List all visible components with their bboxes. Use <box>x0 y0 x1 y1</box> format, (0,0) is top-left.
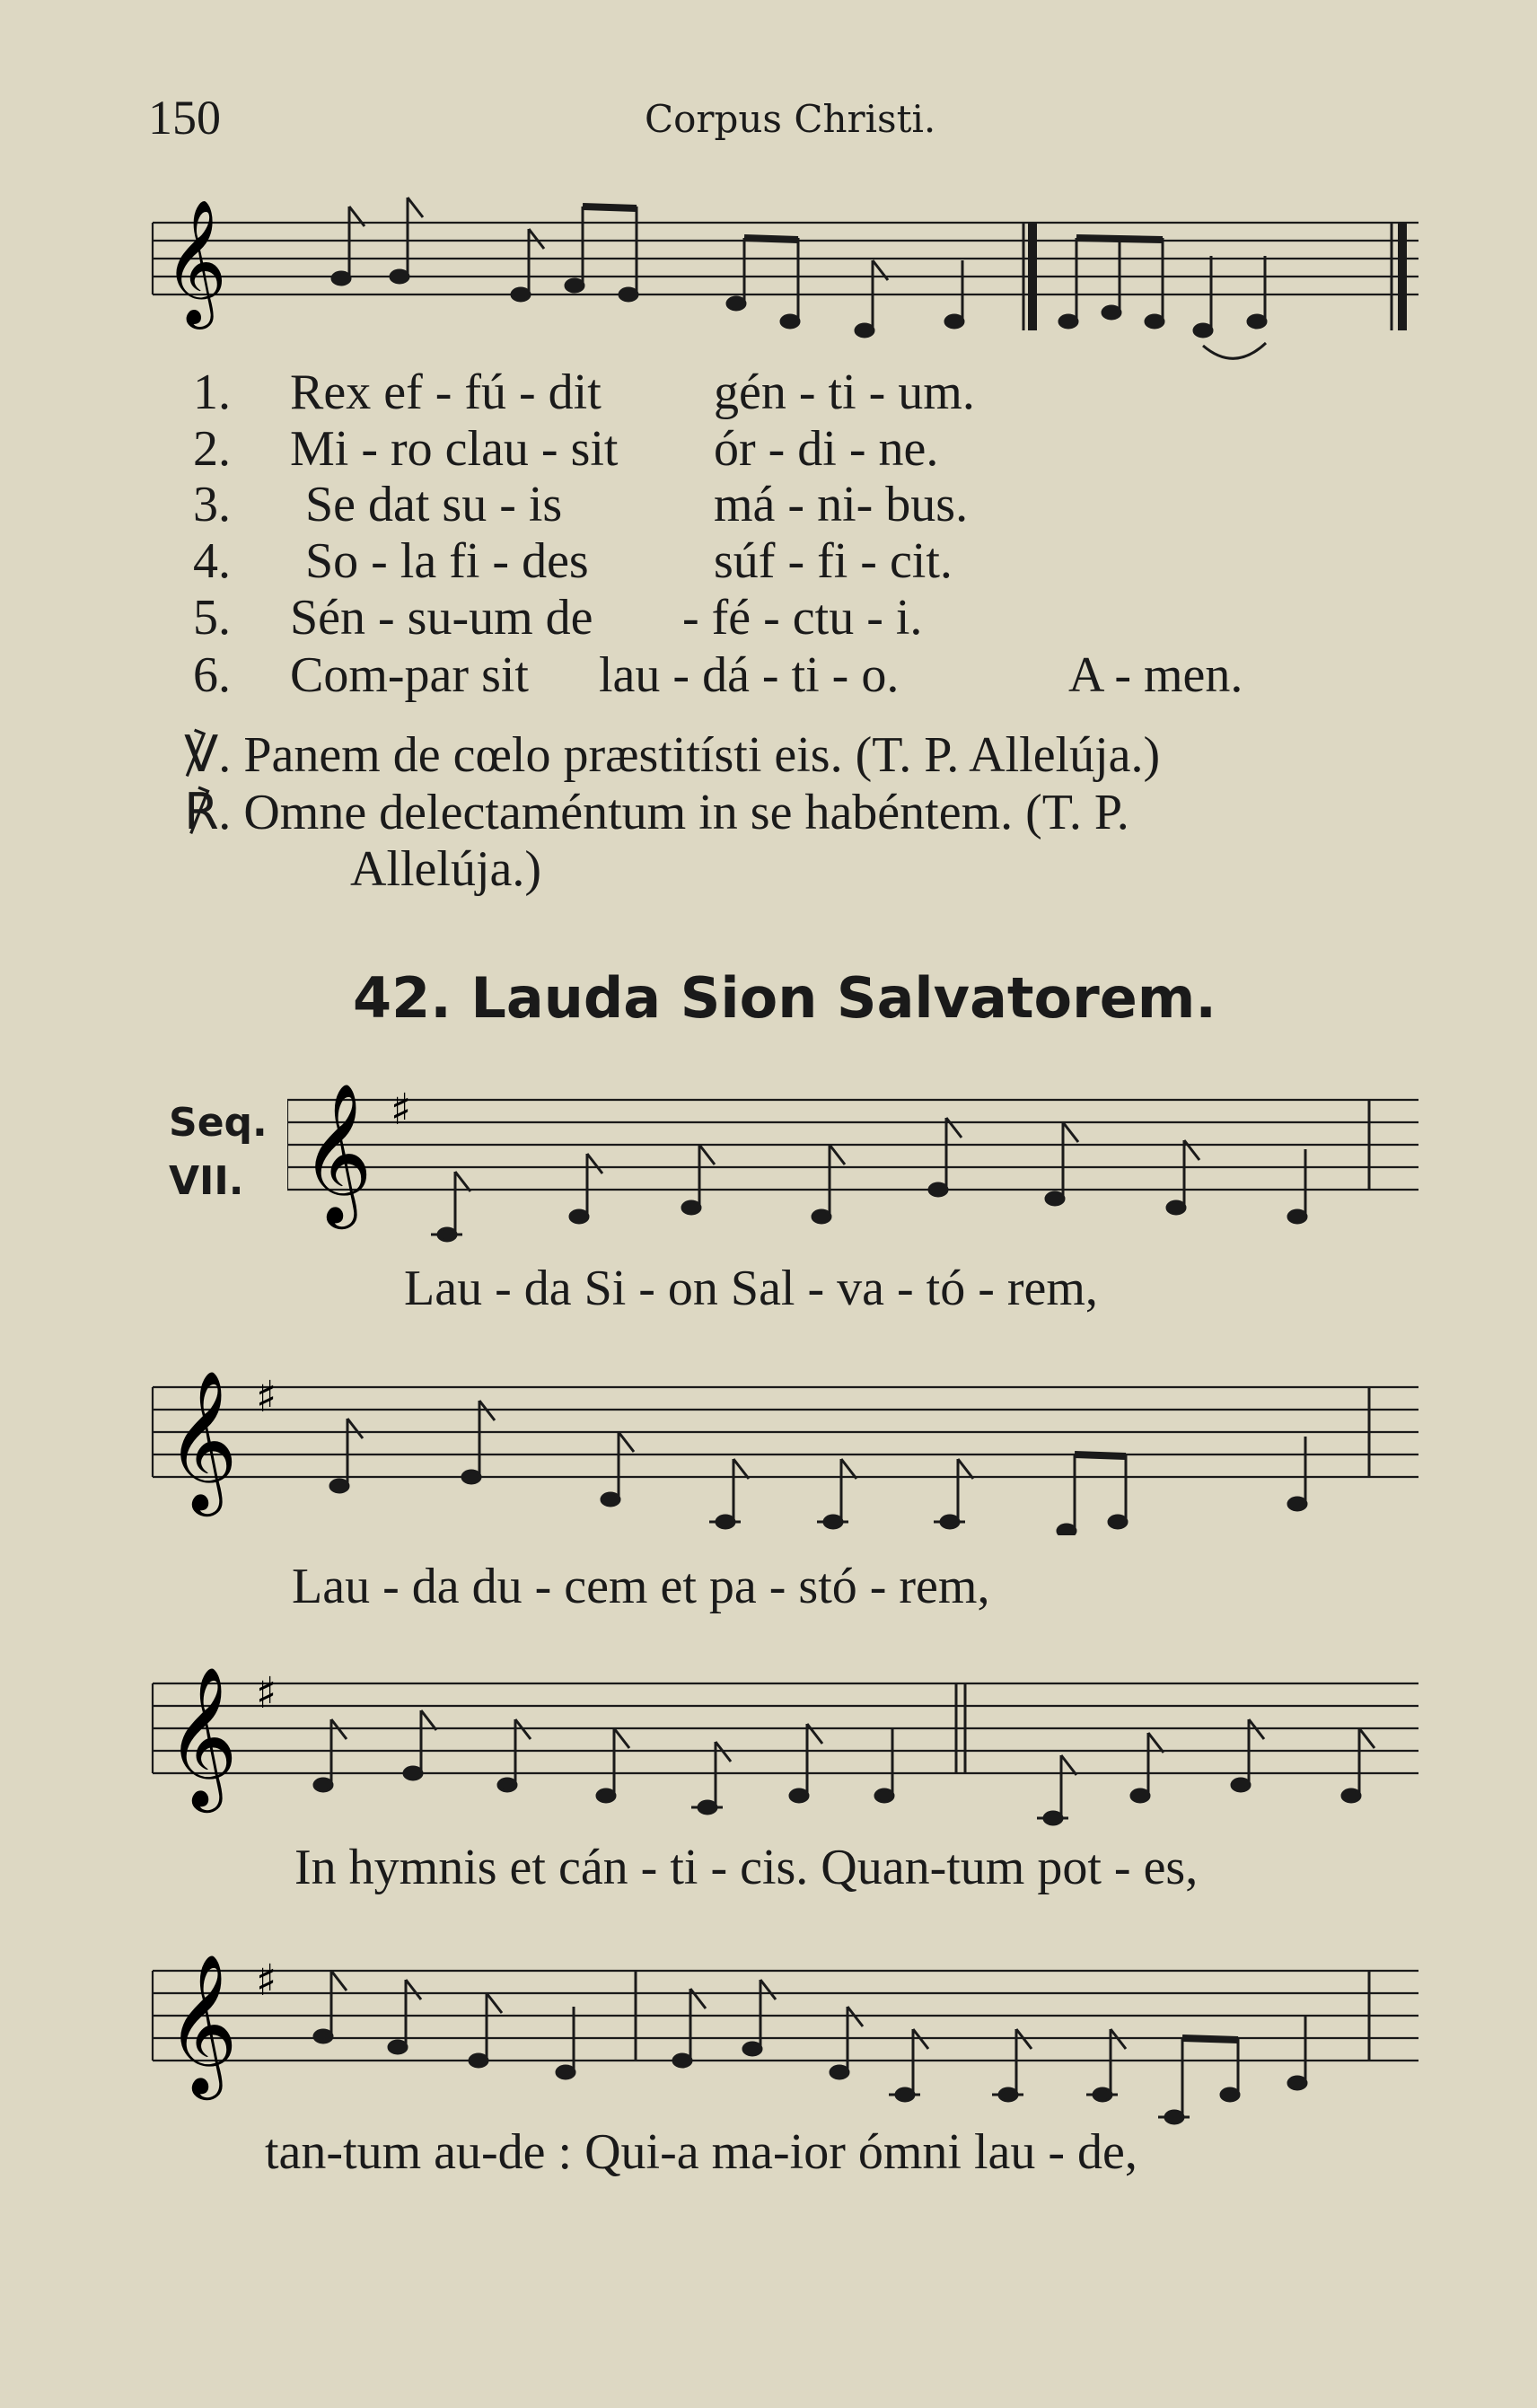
sharp-icon: ♯ <box>256 1955 277 2006</box>
note <box>790 1724 822 1802</box>
note <box>1044 1755 1076 1824</box>
music-staff-5 <box>144 1930 1436 2137</box>
note <box>1288 2016 1306 2089</box>
hymn-title: 42. Lauda Sion Salvatorem. <box>353 965 1216 1031</box>
music-staff-4 <box>144 1643 1436 1832</box>
treble-clef-icon: 𝄞 <box>166 1665 238 1806</box>
lyric-line-2: Lau - da du - cem et pa - stó - rem, <box>292 1559 990 1614</box>
note <box>673 1989 706 2067</box>
note <box>1046 1122 1078 1205</box>
note <box>404 1710 436 1780</box>
note <box>941 1459 973 1528</box>
sharp-icon: ♯ <box>256 1372 277 1422</box>
music-staff-1 <box>144 189 1436 386</box>
note <box>1075 1454 1127 1528</box>
note <box>727 238 745 310</box>
note <box>856 260 888 337</box>
treble-clef-icon: 𝄞 <box>301 1082 373 1223</box>
lyric-line-1: Lau - da Si - on Sal - va - tó - rem, <box>404 1261 1098 1316</box>
note <box>812 1145 845 1223</box>
sequence-label: Seq. <box>169 1100 268 1146</box>
note <box>314 1719 347 1791</box>
note <box>1167 1140 1199 1214</box>
treble-clef-icon: 𝄞 <box>166 1953 238 2094</box>
music-staff-3 <box>144 1347 1436 1535</box>
note <box>314 1971 347 2043</box>
note <box>583 207 637 301</box>
note <box>498 1719 531 1791</box>
note <box>1102 238 1120 319</box>
note <box>999 2029 1032 2101</box>
response: ℟. Omne delectaméntum in se habéntem. (T. P. <box>184 785 1129 840</box>
note <box>682 1145 715 1214</box>
page-number: 150 <box>148 91 221 145</box>
treble-clef-icon: 𝄞 <box>166 1369 238 1510</box>
note <box>470 1993 502 2067</box>
note <box>332 207 364 285</box>
note <box>929 1118 962 1196</box>
treble-clef-icon: 𝄞 <box>163 199 227 324</box>
note <box>1131 1733 1164 1802</box>
note <box>597 1728 629 1802</box>
note <box>462 1401 495 1483</box>
note <box>566 207 584 292</box>
note <box>1288 1149 1306 1223</box>
response-continuation: Allelúja.) <box>350 841 542 897</box>
note <box>438 1172 470 1241</box>
note <box>1342 1728 1375 1802</box>
note <box>698 1742 731 1814</box>
note <box>1059 238 1077 328</box>
note <box>896 2029 928 2101</box>
note <box>1165 2038 1183 2123</box>
note <box>830 2007 863 2078</box>
note <box>1232 1719 1264 1791</box>
note <box>1182 2038 1239 2101</box>
sequence-number: VII. <box>169 1158 244 1204</box>
running-title: Corpus Christi. <box>645 97 936 141</box>
note <box>1248 256 1266 328</box>
music-staff-2 <box>287 1059 1436 1248</box>
versicle: ℣. Panem de cœlo præstitísti eis. (T. P. Allelúja.) <box>184 727 1161 783</box>
sharp-icon: ♯ <box>391 1085 412 1135</box>
sharp-icon: ♯ <box>256 1668 277 1718</box>
note <box>744 238 799 328</box>
note <box>743 1980 776 2055</box>
note <box>602 1432 634 1506</box>
note <box>1194 256 1212 337</box>
note <box>824 1459 856 1528</box>
note <box>1058 1454 1076 1535</box>
lyric-line-4: tan-tum au-de : Qui-a ma-ior ómni lau - de, <box>265 2124 1137 2180</box>
note <box>716 1459 749 1528</box>
note <box>1288 1437 1306 1510</box>
note <box>1093 2029 1126 2101</box>
note <box>570 1154 602 1223</box>
note <box>557 2007 575 2078</box>
lyric-line-3: In hymnis et cán - ti - cis. Quan-tum pot - es, <box>294 1840 1199 1895</box>
note <box>875 1728 893 1802</box>
